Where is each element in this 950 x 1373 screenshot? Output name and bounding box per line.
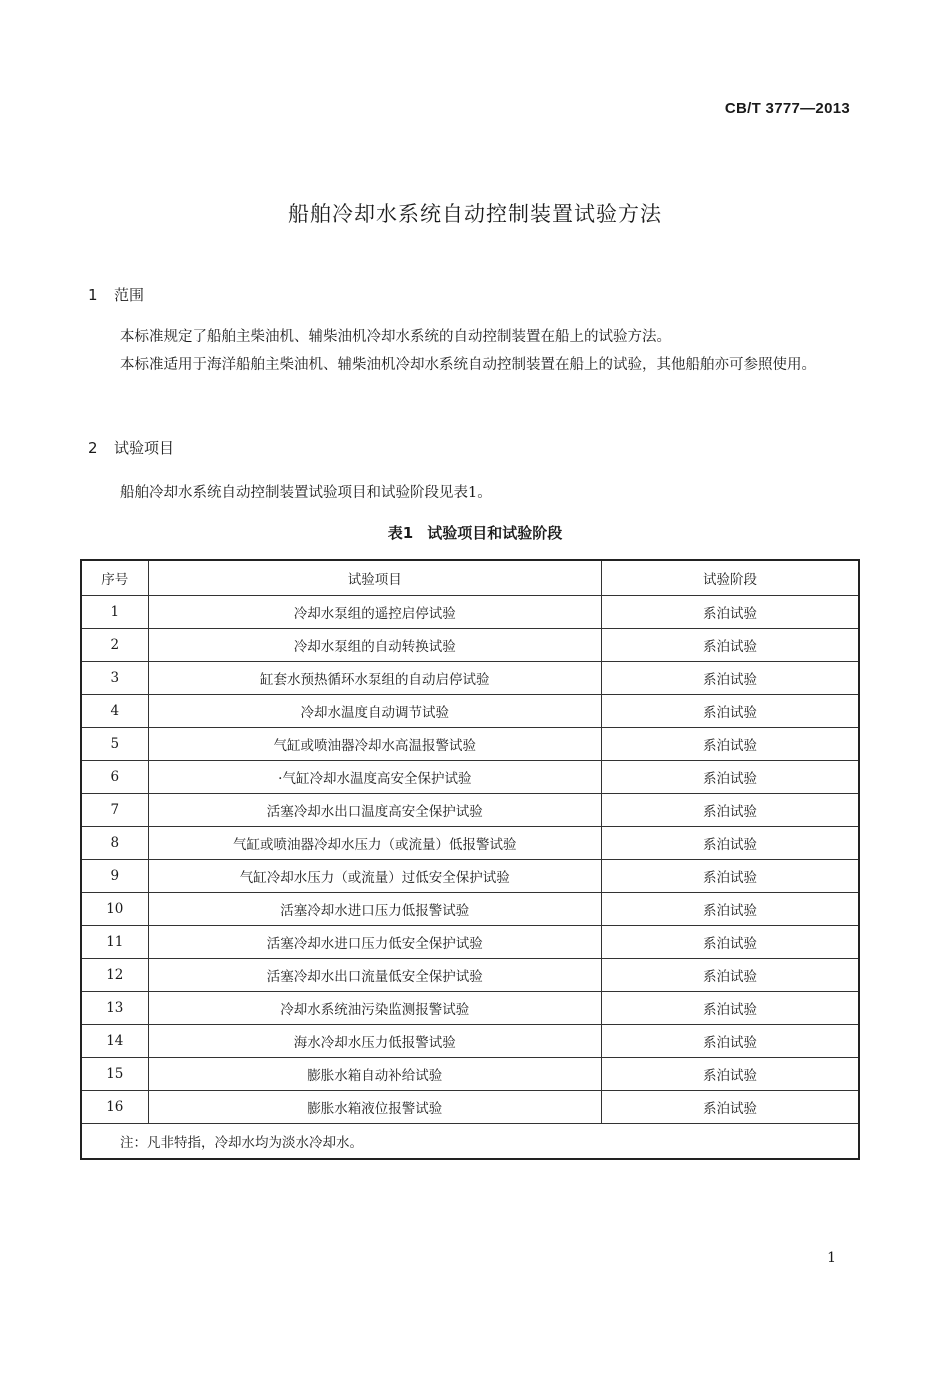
page-number: 1	[827, 1250, 836, 1266]
scope-paragraph-2: 本标准适用于海洋船舶主柴油机、辅柴油机冷却水系统自动控制装置在船上的试验，其他船舶亦可参照使用。	[120, 357, 816, 373]
cell-stage: 系泊试验	[602, 761, 859, 794]
table-row	[81, 959, 859, 992]
table-row	[81, 728, 859, 761]
table-body	[81, 596, 859, 1160]
cell-stage: 系泊试验	[602, 794, 859, 827]
cell-stage: 系泊试验	[602, 728, 859, 761]
cell-stage: 系泊试验	[602, 959, 859, 992]
table-row	[81, 926, 859, 959]
cell-seq: 16	[81, 1091, 148, 1124]
cell-seq: 15	[81, 1058, 148, 1091]
cell-stage: 系泊试验	[602, 695, 859, 728]
table-row	[81, 761, 859, 794]
table-caption-text: 试验项目和试验阶段	[427, 524, 563, 542]
table-row	[81, 629, 859, 662]
table-row	[81, 827, 859, 860]
cell-item: 冷却水泵组的自动转换试验	[148, 629, 601, 662]
table-row	[81, 596, 859, 629]
cell-seq: 10	[81, 893, 148, 926]
cell-stage: 系泊试验	[602, 926, 859, 959]
table-row	[81, 1058, 859, 1091]
section-number: 2	[88, 439, 98, 457]
table-row	[81, 1091, 859, 1124]
cell-item: 气缸或喷油器冷却水压力（或流量）低报警试验	[148, 827, 601, 860]
standard-code: CB/T 3777—2013	[724, 100, 850, 117]
cell-item: 冷却水泵组的遥控启停试验	[148, 596, 601, 629]
cell-seq: 14	[81, 1025, 148, 1058]
cell-seq: 2	[81, 629, 148, 662]
table-note: 注：凡非特指，冷却水均为淡水冷却水。	[81, 1124, 859, 1160]
cell-stage: 系泊试验	[602, 860, 859, 893]
table-row	[81, 1025, 859, 1058]
cell-item: 冷却水温度自动调节试验	[148, 695, 601, 728]
cell-item: 气缸或喷油器冷却水高温报警试验	[148, 728, 601, 761]
table-row	[81, 794, 859, 827]
section-heading-test-items	[88, 437, 174, 458]
cell-seq: 5	[81, 728, 148, 761]
cell-stage: 系泊试验	[602, 1025, 859, 1058]
cell-item: 活塞冷却水进口压力低报警试验	[148, 893, 601, 926]
header-stage: 试验阶段	[602, 560, 859, 596]
table-row	[81, 893, 859, 926]
cell-seq: 9	[81, 860, 148, 893]
document-title: 船舶冷却水系统自动控制装置试验方法	[288, 202, 662, 226]
cell-item: 膨胀水箱自动补给试验	[148, 1058, 601, 1091]
cell-item: ·气缸冷却水温度高安全保护试验	[148, 761, 601, 794]
cell-seq: 6	[81, 761, 148, 794]
cell-item: 气缸冷却水压力（或流量）过低安全保护试验	[148, 860, 601, 893]
cell-stage: 系泊试验	[602, 1091, 859, 1124]
cell-stage: 系泊试验	[602, 662, 859, 695]
cell-item: 冷却水系统油污染监测报警试验	[148, 992, 601, 1025]
section-number: 1	[88, 286, 98, 304]
cell-item: 活塞冷却水出口流量低安全保护试验	[148, 959, 601, 992]
section-heading-scope	[88, 284, 144, 305]
cell-stage: 系泊试验	[602, 596, 859, 629]
cell-seq: 13	[81, 992, 148, 1025]
cell-seq: 7	[81, 794, 148, 827]
cell-seq: 12	[81, 959, 148, 992]
table-row	[81, 860, 859, 893]
cell-stage: 系泊试验	[602, 629, 859, 662]
cell-stage: 系泊试验	[602, 992, 859, 1025]
test-items-paragraph: 船舶冷却水系统自动控制装置试验项目和试验阶段见表1。	[120, 485, 492, 501]
scope-paragraph-1: 本标准规定了船舶主柴油机、辅柴油机冷却水系统的自动控制装置在船上的试验方法。	[120, 329, 671, 345]
cell-item: 活塞冷却水出口温度高安全保护试验	[148, 794, 601, 827]
table-row	[81, 992, 859, 1025]
cell-stage: 系泊试验	[602, 827, 859, 860]
table-note-row	[81, 1124, 859, 1160]
cell-seq: 4	[81, 695, 148, 728]
cell-item: 缸套水预热循环水泵组的自动启停试验	[148, 662, 601, 695]
table-row	[81, 662, 859, 695]
cell-seq: 8	[81, 827, 148, 860]
header-seq: 序号	[81, 560, 148, 596]
cell-seq: 11	[81, 926, 148, 959]
cell-stage: 系泊试验	[602, 1058, 859, 1091]
table-caption	[0, 522, 950, 543]
cell-item: 膨胀水箱液位报警试验	[148, 1091, 601, 1124]
cell-item: 活塞冷却水进口压力低安全保护试验	[148, 926, 601, 959]
table-header-row	[81, 560, 859, 596]
section-title: 试验项目	[114, 439, 175, 457]
cell-seq: 1	[81, 596, 148, 629]
table-row	[81, 695, 859, 728]
section-title: 范围	[114, 286, 145, 304]
cell-seq: 3	[81, 662, 148, 695]
header-item: 试验项目	[148, 560, 601, 596]
test-items-table	[80, 559, 860, 1160]
cell-stage: 系泊试验	[602, 893, 859, 926]
table-caption-label: 表1	[387, 524, 414, 542]
cell-item: 海水冷却水压力低报警试验	[148, 1025, 601, 1058]
